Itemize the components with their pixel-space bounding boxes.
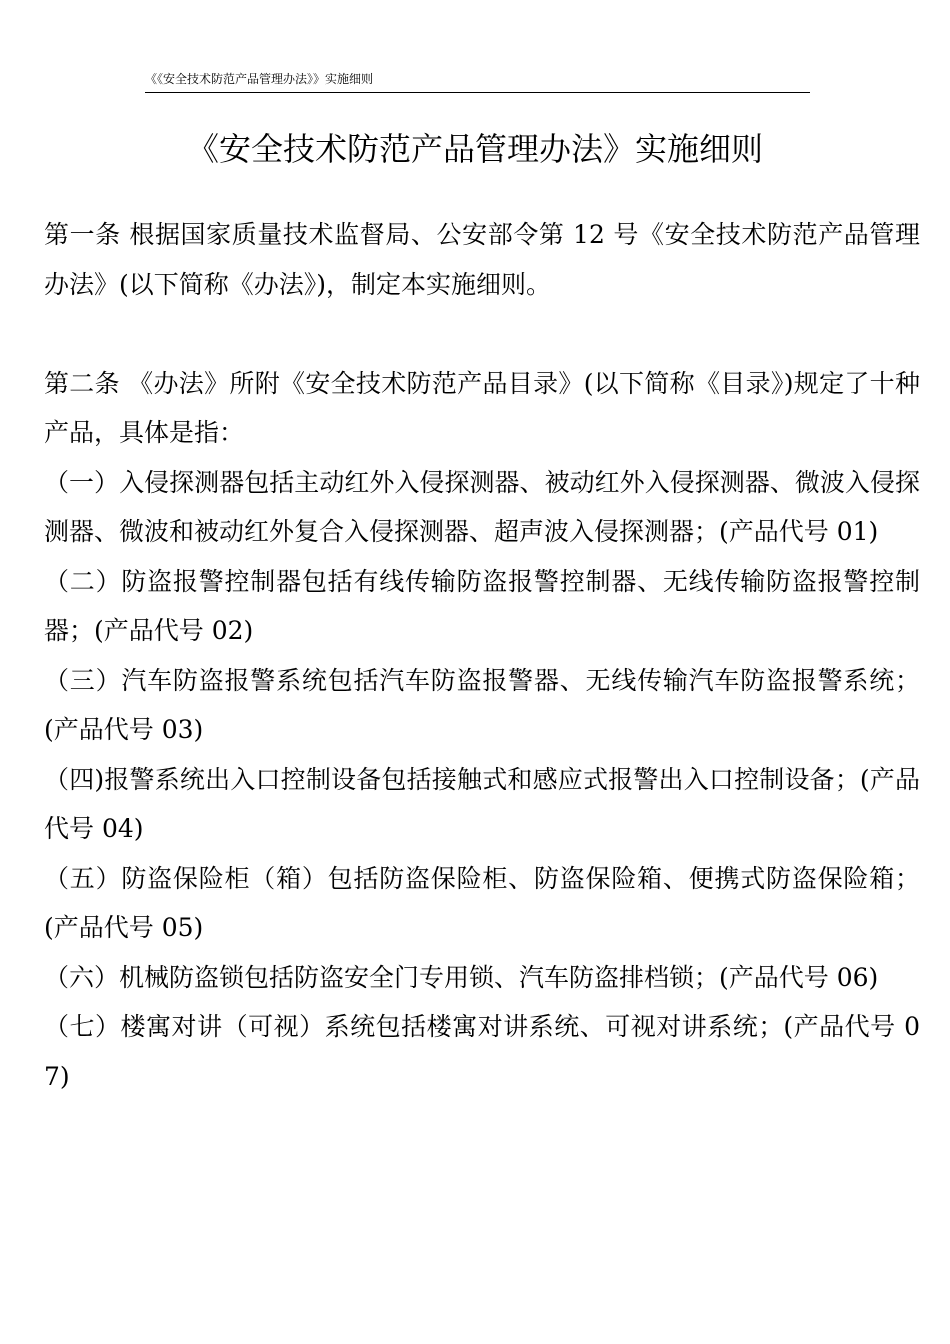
document-title: 《安全技术防范产品管理办法》实施细则 [186,130,763,168]
running-header: 《《安全技术防范产品管理办法》》实施细则 [145,70,810,93]
document-body [44,210,920,1101]
list-item-6: （六）机械防盗锁包括防盗安全门专用锁、汽车防盗排档锁；(产品代号 06) [44,962,879,992]
list-item-5: （五）防盗保险柜（箱）包括防盗保险柜、防盗保险箱、便携式防盗保险箱；(产品代号 05) [44,863,920,942]
list-item-1: （一）入侵探测器包括主动红外入侵探测器、被动红外入侵探测器、微波入侵探测器、微波和被动红外复合入侵探测器、超声波入侵探测器；(产品代号 01) [44,467,920,546]
list-item-4: （四)报警系统出入口控制设备包括接触式和感应式报警出入口控制设备；(产品代号 04) [44,764,920,843]
list-item-2: （二）防盗报警控制器包括有线传输防盗报警控制器、无线传输防盗报警控制器；(产品代号 02) [44,566,920,645]
list-item-3: （三）汽车防盗报警系统包括汽车防盗报警器、无线传输汽车防盗报警系统；(产品代号 03) [44,665,920,744]
article-2: 第二条 《办法》所附《安全技术防范产品目录》(以下简称《目录》)规定了十种产品，具体是指： [44,368,920,447]
article-1: 第一条 根据国家质量技术监督局、公安部令第 12 号《安全技术防范产品管理办法》(以下简称《办法》)，制定本实施细则。 [44,220,920,299]
list-item-7: （七）楼寓对讲（可视）系统包括楼寓对讲系统、可视对讲系统；(产品代号 07) [44,1012,920,1091]
